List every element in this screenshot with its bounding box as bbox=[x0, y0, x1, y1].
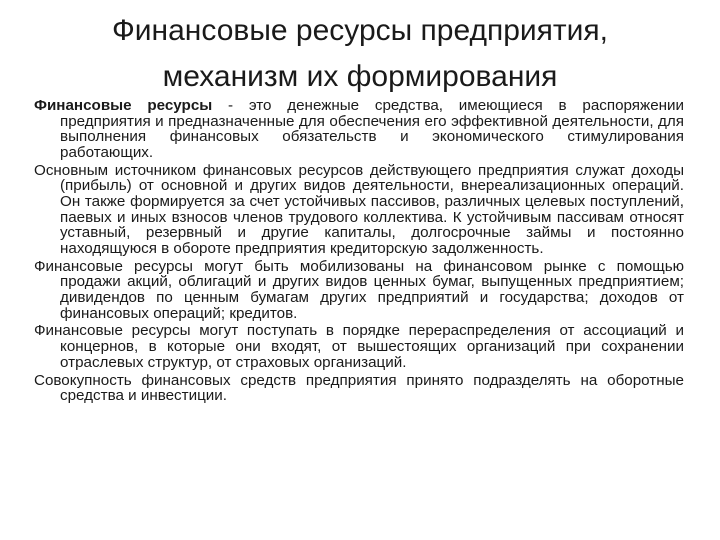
slide-title-line-2: механизм их формирования bbox=[162, 60, 558, 93]
paragraph-text: Финансовые ресурсы могут поступать в порядке перераспределения от ассоциаций и концернов, в которые они входят, от вышестоящих организаций при сохранении отраслевых структур, от страховых организаций. bbox=[34, 322, 684, 371]
paragraph-definition bbox=[34, 98, 684, 160]
slide-body bbox=[34, 98, 684, 406]
paragraph-text: Финансовые ресурсы могут быть мобилизованы на финансовом рынке с помощью продажи акций, облигаций и других видов ценных бумаг, выпущенных предприятием; дивидендов по ценным бумагам других предприятий и государства; доходов от финансовых операций; кредитов. bbox=[34, 257, 684, 322]
paragraph-financial-market bbox=[34, 259, 684, 321]
paragraph-redistribution bbox=[34, 323, 684, 370]
paragraph-text: Совокупность финансовых средств предприятия принято подразделять на оборотные средства и инвестиции. bbox=[34, 371, 684, 405]
slide-title bbox=[40, 8, 680, 100]
paragraph-composition bbox=[34, 373, 684, 404]
slide-title-line-1: Финансовые ресурсы предприятия, bbox=[111, 14, 608, 47]
paragraph-text: Основным источником финансовых ресурсов действующего предприятия служат доходы (прибыль) от основной и других видов деятельности, внереализационных операций. Он также формируется за счет устойчивых пассивов, различных целевых поступлений, паевых и иных взносов членов трудового коллектива. К устойчивым пассивам относят уставный, резервный и другие капиталы, долгосрочные займы и постоянно находящуюся в обороте предприятия кредиторскую задолженность. bbox=[34, 161, 684, 257]
definition-term: Финансовые ресурсы bbox=[34, 97, 213, 114]
paragraph-main-sources bbox=[34, 163, 684, 257]
paragraph-text: - это денежные средства, имеющиеся в распоряжении предприятия и предназначенные для обеспечения его эффективной деятельности, для выполнения финансовых обязательств и экономического стимулирования работающих. bbox=[60, 97, 684, 161]
